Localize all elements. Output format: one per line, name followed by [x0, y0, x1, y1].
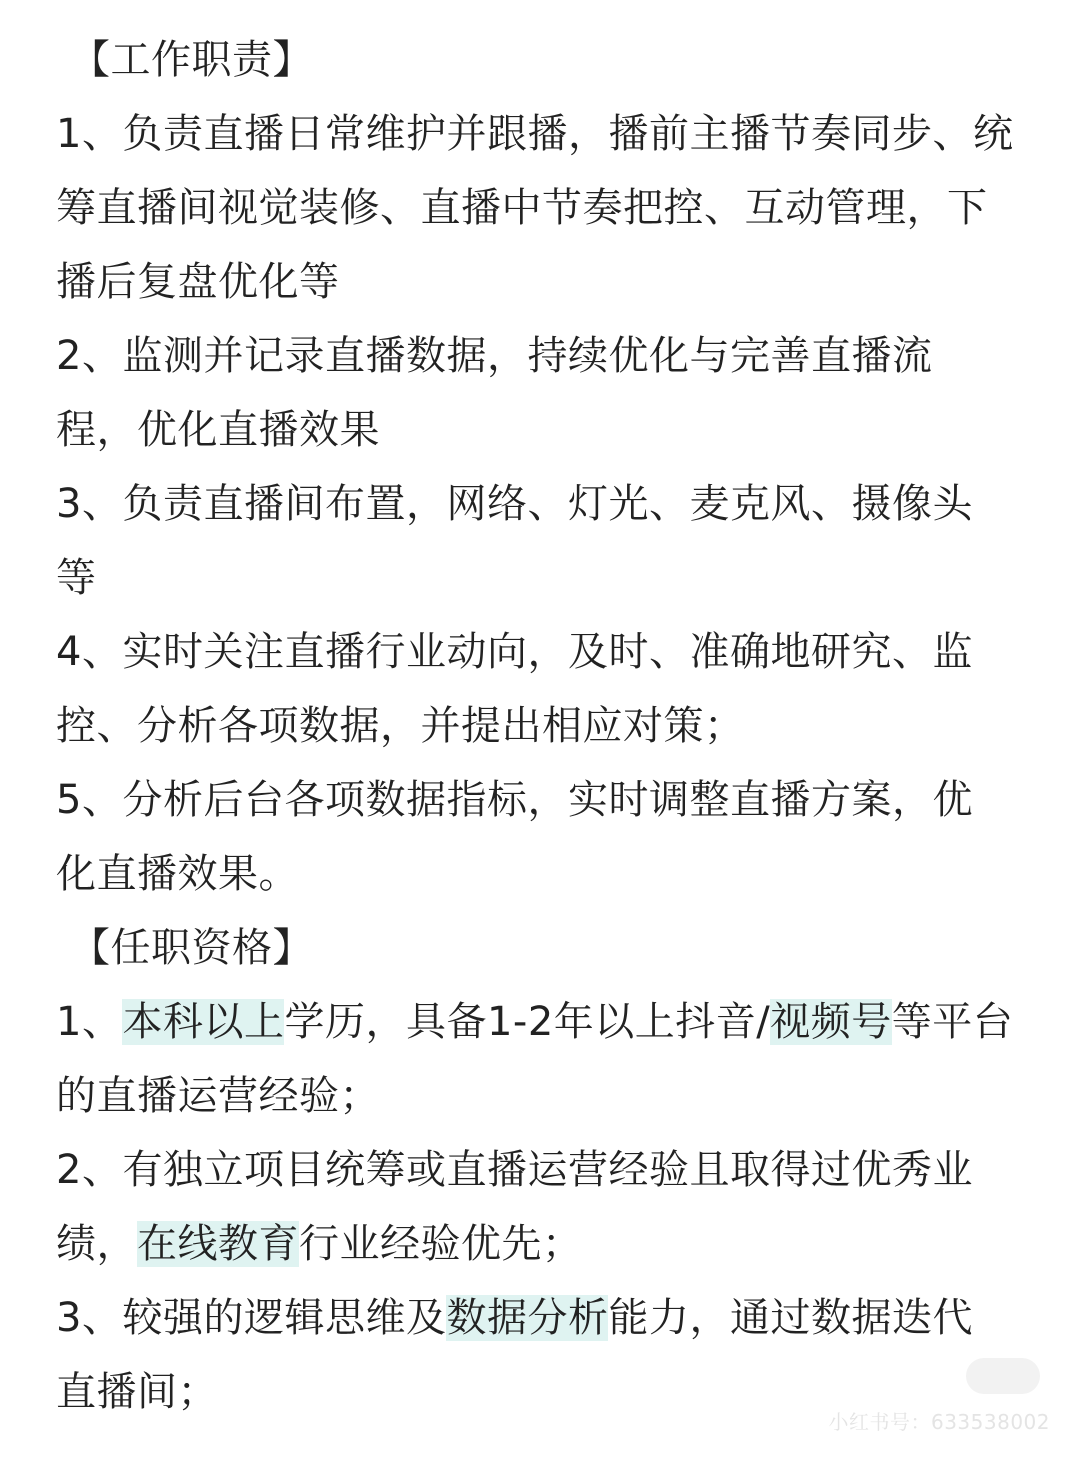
duty-line: 播后复盘优化等 [56, 259, 340, 305]
qualification-line [56, 994, 1013, 1050]
duty-line: 4、实时关注直播行业动向，及时、准确地研究、监 [56, 629, 973, 675]
text-segment: 能力，通过数据迭代 [608, 1295, 973, 1341]
qualifications-heading: 【任职资格】 [70, 925, 313, 971]
text-segment: 绩， [56, 1221, 137, 1267]
watermark-logo [966, 1358, 1040, 1394]
text-segment: 3、较强的逻辑思维及 [56, 1295, 447, 1341]
text-segment: 等平台 [891, 999, 1014, 1045]
duty-line: 2、监测并记录直播数据，持续优化与完善直播流 [56, 333, 933, 379]
qualification-line: 直播间； [56, 1369, 218, 1415]
text-segment: 1、 [56, 999, 123, 1045]
duty-line: 控、分析各项数据，并提出相应对策； [56, 703, 745, 749]
duty-line: 5、分析后台各项数据指标，实时调整直播方案，优 [56, 777, 973, 823]
qualification-line [56, 1216, 583, 1272]
highlighted-text: 本科以上 [122, 999, 285, 1045]
duty-line: 等 [56, 555, 97, 601]
highlighted-text: 在线教育 [137, 1221, 299, 1267]
duty-line: 筹直播间视觉装修、直播中节奏把控、互动管理，下 [56, 185, 988, 231]
duty-line: 化直播效果。 [56, 851, 299, 897]
duty-line: 3、负责直播间布置，网络、灯光、麦克风、摄像头 [56, 481, 973, 527]
qualification-line: 2、有独立项目统筹或直播运营经验且取得过优秀业 [56, 1147, 973, 1193]
qualification-line [56, 1290, 973, 1346]
watermark: 小红书号：633538002 [828, 1410, 1050, 1434]
text-segment: 学历，具备1-2年以上抖音/ [284, 999, 771, 1045]
text-segment: 行业经验优先； [299, 1221, 583, 1267]
duty-line: 程，优化直播效果 [56, 407, 380, 453]
qualification-line: 的直播运营经验； [56, 1073, 380, 1119]
duties-heading: 【工作职责】 [70, 37, 313, 83]
highlighted-text: 视频号 [770, 999, 892, 1045]
duty-line: 1、负责直播日常维护并跟播，播前主播节奏同步、统 [56, 111, 1014, 157]
highlighted-text: 数据分析 [446, 1295, 609, 1341]
